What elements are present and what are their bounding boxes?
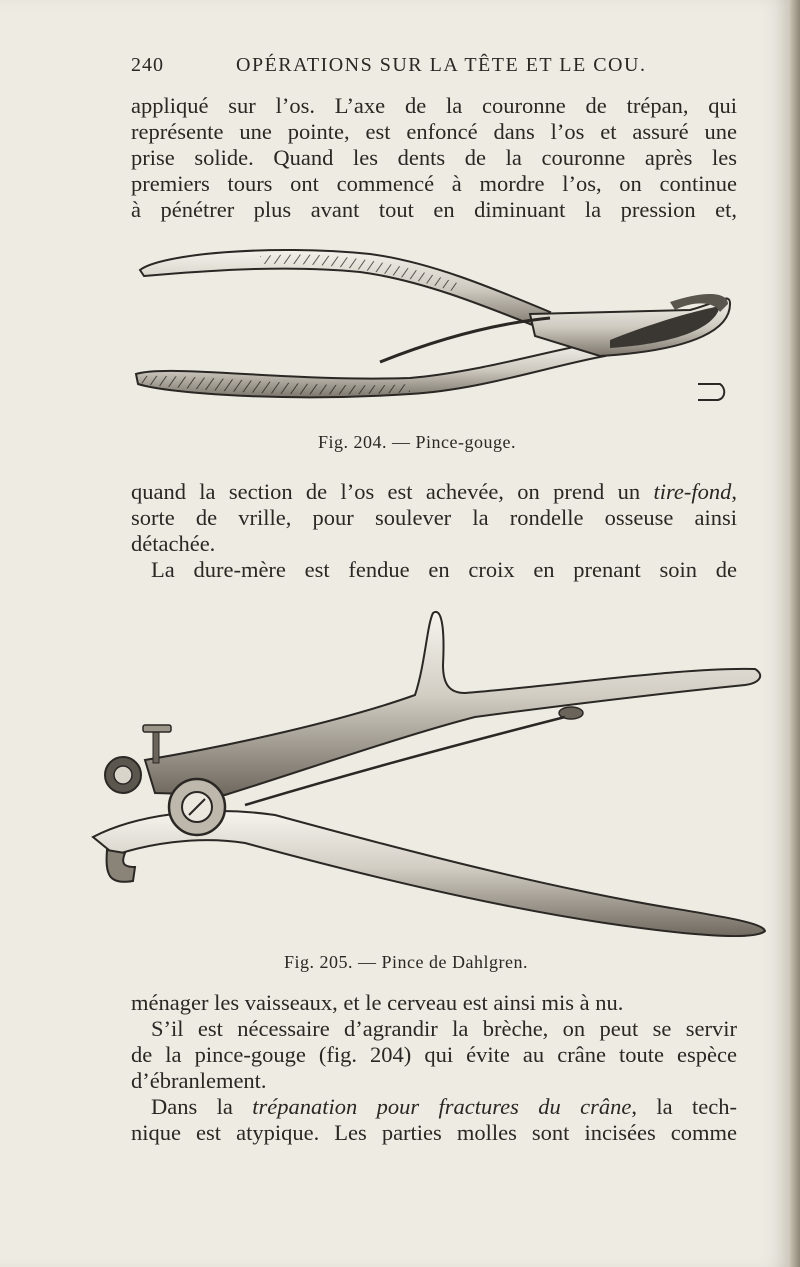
paragraph-top: [131, 93, 737, 223]
text-line: nique est atypique. Les parties molles sont incisées comme: [131, 1120, 737, 1145]
text-fragment: ,: [731, 479, 737, 504]
page-edge: [790, 0, 800, 1267]
paragraph-middle: [131, 479, 737, 583]
text-line: ménager les vaisseaux, et le cerveau est ainsi mis à nu.: [131, 990, 624, 1015]
italic-term: trépanation pour fractures du crâne: [252, 1094, 632, 1119]
figure-caption: Fig. 205. — Pince de Dahlgren.: [284, 952, 528, 972]
page-number: 240: [131, 54, 164, 76]
text-fragment: , la tech-: [631, 1094, 737, 1119]
text-fragment: quand la section de l’os est achevée, on prend un: [131, 479, 654, 504]
pince-gouge-illustration: [130, 232, 740, 422]
text-line: détachée.: [131, 531, 216, 556]
text-line: premiers tours ont commencé à mordre l’os, on continue: [131, 171, 737, 196]
italic-term: tire-fond: [653, 479, 732, 504]
text-line: prise solide. Quand les dents de la couronne après les: [131, 145, 737, 170]
text-line: appliqué sur l’os. L’axe de la couronne de trépan, qui: [131, 93, 737, 118]
text-line: La dure-mère est fendue en croix en prenant soin de: [151, 557, 737, 582]
text-fragment: Dans la: [151, 1094, 253, 1119]
running-head: OPÉRATIONS SUR LA TÊTE ET LE COU.: [236, 54, 647, 76]
page-header: [131, 54, 736, 84]
text-line: d’ébranlement.: [131, 1068, 267, 1093]
text-line: [131, 479, 737, 505]
text-line: S’il est nécessaire d’agrandir la brèche, on peut se servir: [151, 1016, 737, 1041]
figure-caption: Fig. 204. — Pince-gouge.: [318, 432, 516, 452]
text-line: sorte de vrille, pour soulever la rondelle osseuse ainsi: [131, 505, 737, 530]
text-line: à pénétrer plus avant tout en diminuant la pression et,: [131, 197, 737, 222]
paragraph-bottom: [131, 990, 737, 1146]
text-line: représente une pointe, est enfoncé dans l’os et assuré une: [131, 119, 737, 144]
dahlgren-forceps-illustration: [85, 605, 770, 945]
text-line: de la pince-gouge (fig. 204) qui évite au crâne toute espèce: [131, 1042, 737, 1067]
text-line: [131, 1094, 737, 1120]
